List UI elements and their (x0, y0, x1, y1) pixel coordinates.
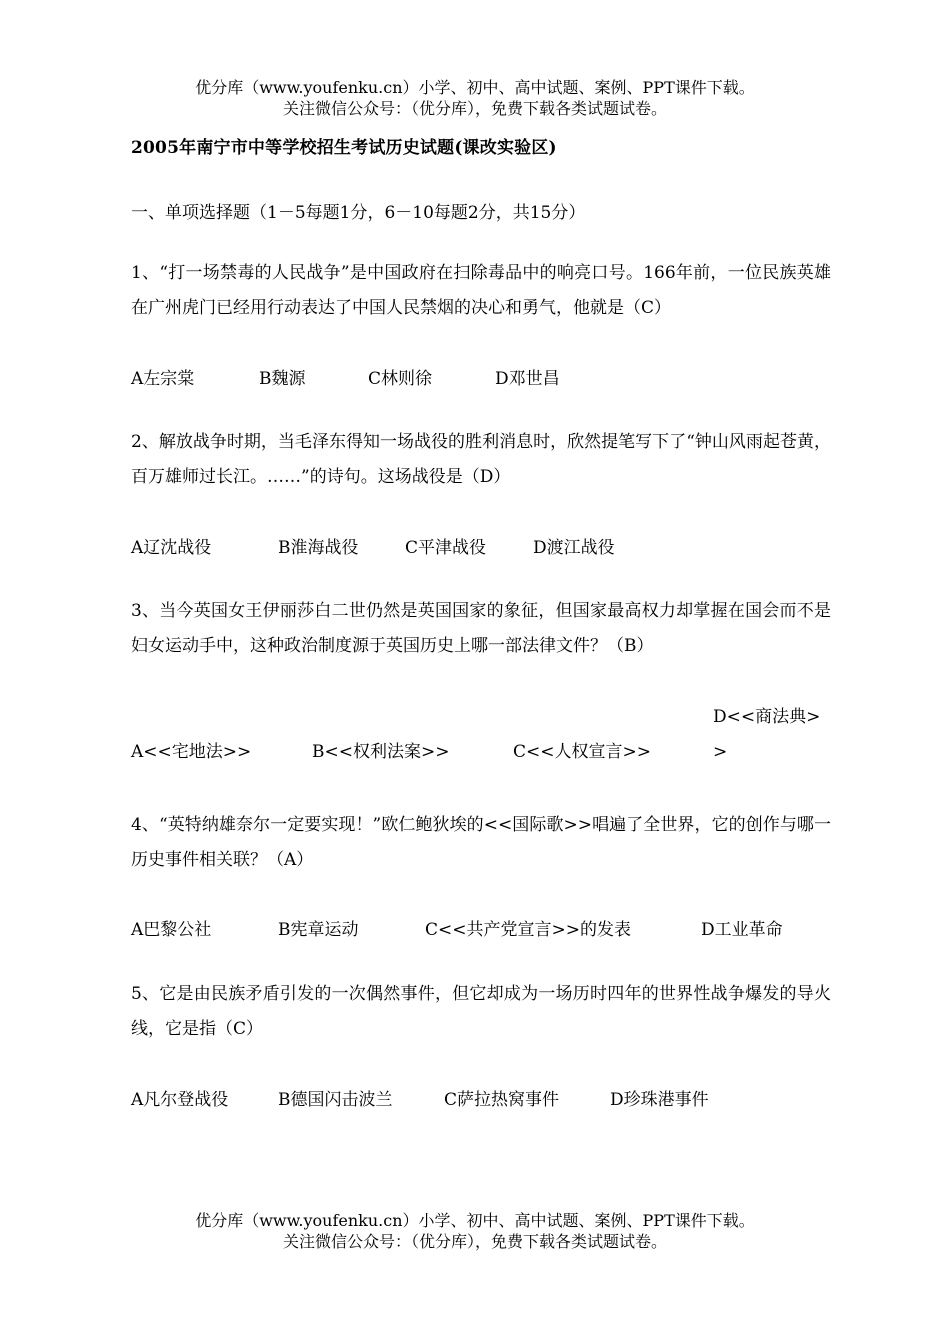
q1-option-c: C林则徐 (368, 369, 433, 389)
q1-option-d: D邓世昌 (495, 369, 560, 389)
q5-option-b: B德国闪击波兰 (278, 1090, 393, 1110)
q4-option-a: A巴黎公社 (131, 920, 212, 940)
q5-option-c: C萨拉热窝事件 (444, 1090, 560, 1110)
footer-line-2: 关注微信公众号：（优分库），免费下载各类试题试卷。 (282, 1232, 667, 1251)
q2-option-c: C平津战役 (405, 538, 487, 558)
q2-option-a: A辽沈战役 (131, 538, 212, 558)
question-3: 3、当今英国女王伊丽莎白二世仍然是英国国家的象征，但国家最高权力却掌握在国会而不是妇女运动手中，这种政治制度源于英国历史上哪一部法律文件？（B） (131, 601, 831, 656)
q3-option-d: D<<商法典>> (713, 707, 821, 762)
q3-option-b: B<<权利法案>> (312, 742, 450, 762)
header-line-1: 优分库（www.youfenku.cn）小学、初中、高中试题、案例、PPT课件下载。 (195, 78, 755, 97)
q2-option-d: D渡江战役 (533, 538, 615, 558)
q5-option-a: A凡尔登战役 (131, 1090, 229, 1110)
header-line-2: 关注微信公众号：（优分库），免费下载各类试题试卷。 (282, 99, 667, 118)
question-1-options (131, 362, 831, 397)
q4-option-b: B宪章运动 (278, 920, 359, 940)
footer-line-1: 优分库（www.youfenku.cn）小学、初中、高中试题、案例、PPT课件下载。 (195, 1211, 755, 1230)
question-4-options (131, 913, 831, 948)
q1-option-a: A左宗棠 (131, 369, 195, 389)
page-footer (0, 1210, 950, 1252)
document-title: 2005年南宁市中等学校招生考试历史试题(课改实验区) (131, 138, 557, 158)
question-4: 4、“英特纳雄奈尔一定要实现！”欧仁鲍狄埃的<<国际歌>>唱遍了全世界，它的创作与哪一历史事件相关联？（A） (131, 815, 831, 870)
q1-option-b: B魏源 (259, 369, 306, 389)
q3-option-c: C<<人权宣言>> (513, 742, 651, 762)
q3-option-a: A<<宅地法>> (131, 742, 252, 762)
question-5: 5、它是由民族矛盾引发的一次偶然事件，但它却成为一场历时四年的世界性战争爆发的导火线，它是指（C） (131, 984, 831, 1039)
q5-option-d: D珍珠港事件 (610, 1090, 709, 1110)
section-title: 一、单项选择题（1－5每题1分，6－10每题2分，共15分） (131, 203, 586, 223)
question-2: 2、解放战争时期，当毛泽东得知一场战役的胜利消息时，欣然提笔写下了“钟山风雨起苍黄，百万雄师过长江。……”的诗句。这场战役是（D） (131, 432, 831, 487)
question-2-options (131, 531, 831, 566)
q4-option-c: C<<共产党宣言>>的发表 (425, 920, 631, 940)
question-5-options (131, 1083, 831, 1118)
question-1: 1、“打一场禁毒的人民战争”是中国政府在扫除毒品中的响亮口号。166年前，一位民族英雄在广州虎门已经用行动表达了中国人民禁烟的决心和勇气，他就是（C） (131, 263, 831, 318)
page-header (0, 77, 950, 119)
q2-option-b: B淮海战役 (278, 538, 359, 558)
q4-option-d: D工业革命 (701, 920, 783, 940)
question-3-options (131, 700, 831, 770)
